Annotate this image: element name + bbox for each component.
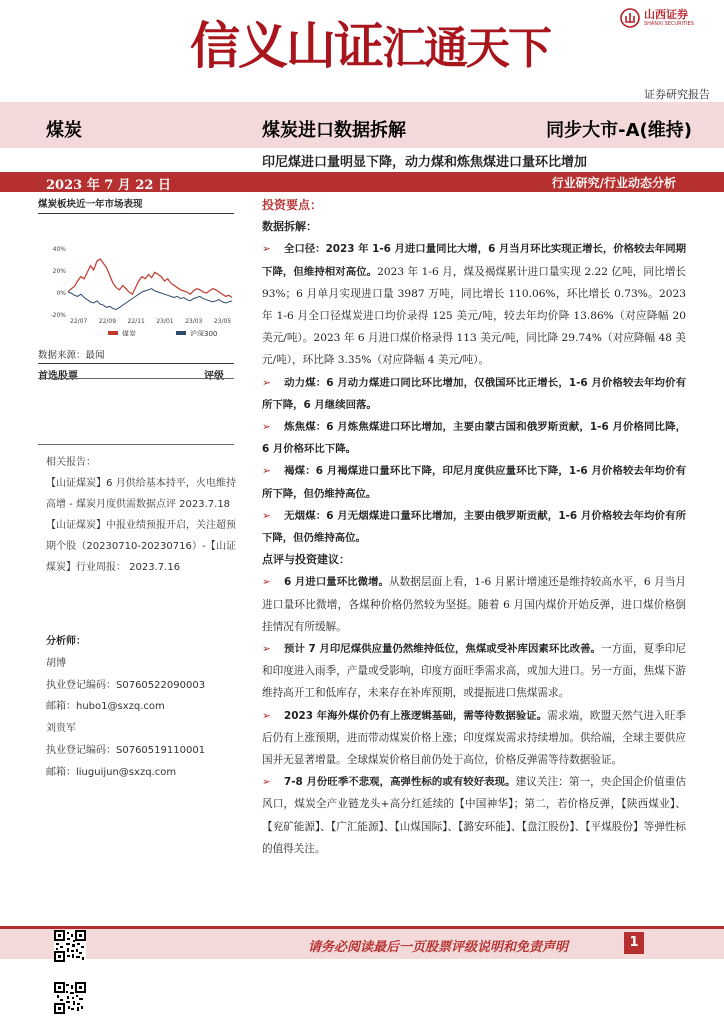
- bullet-icon: ➢: [262, 376, 271, 389]
- point-2: [262, 372, 686, 416]
- logo-en: SHANXI SECURITIES: [644, 21, 694, 27]
- disclaimer: 请务必阅读最后一页股票评级说明和免责声明: [308, 940, 569, 955]
- analyst-1-email[interactable]: 邮箱：hubo1@sxzq.com: [46, 701, 165, 713]
- analyst-2-email[interactable]: 邮箱：liuguijun@sxzq.com: [46, 766, 177, 778]
- review-2: [262, 638, 686, 705]
- point-3: [262, 416, 686, 460]
- bullet-icon: ➢: [262, 465, 271, 478]
- legend-label: 煤炭: [122, 330, 136, 336]
- stock-table-divider: [38, 378, 234, 379]
- stock-head-right: 评级: [204, 371, 224, 382]
- y-tick-label: -20%: [50, 312, 66, 319]
- point-1: [262, 238, 686, 371]
- related-report-2[interactable]: 【山证煤炭】中报业绩预报开启，关注超预期个股（20230710-20230716）-【山证煤炭】行业周报： 2023.7.16: [46, 520, 236, 573]
- point-1-text: 2023 年 1-6 月，煤及褐煤累计进口量实现 2.22 亿吨，同比增长 93%；6 月单月实现进口量 3987 万吨，同比增长 110.06%，环比增长 0.73%。2023 年 1-6 月全口径煤炭进口均价录得 125 美元/吨，较去年均价降 13.86%（对应降幅 20 美元/吨）。2023 年 6 月进口煤价格录得 113 美元/吨，同比降 29.74%（对应降幅 48 美元/吨），环比降 3.35%（对应降幅 4 美元/吨）。: [262, 265, 686, 367]
- series-line-coal: [68, 259, 232, 298]
- slogan-part2: 汇通天下: [382, 23, 550, 74]
- bullet-icon: ➢: [262, 776, 271, 789]
- industry-name: 煤炭: [46, 120, 82, 141]
- analysts-section: [46, 631, 236, 784]
- data-source: 数据来源：最闻: [38, 350, 105, 361]
- bullet-icon: ➢: [262, 243, 271, 256]
- slogan-banner: [190, 6, 550, 78]
- report-type: 证券研究报告: [644, 88, 710, 101]
- review-1-bold: 6 月进口量环比微增。: [284, 576, 389, 589]
- title-band: [0, 102, 724, 148]
- report-subtitle: 印尼煤进口量明显下降，动力煤和炼焦煤进口量环比增加: [262, 155, 588, 170]
- main-content: [262, 194, 686, 860]
- legend-swatch: [176, 331, 186, 335]
- review-1: [262, 571, 686, 638]
- qr-code-icon: [54, 982, 86, 1014]
- review-2-text: 一方面，夏季印尼和印度进入雨季，产量或受影响，印度方面旺季需求高，或加大进口。另一方面，焦煤下游维持高开工和低库存，未来存在补库预期，或提振进口焦煤需求。: [262, 643, 686, 700]
- point-5: [262, 505, 686, 549]
- x-tick-label: 22/11: [127, 318, 145, 325]
- point-3-bold: 炼焦煤：6 月炼焦煤进口环比增加，主要由蒙古国和俄罗斯贡献，1-6 月价格同比降，6 月价格环比下降。: [262, 421, 686, 456]
- legend-label: 沪深300: [190, 330, 218, 336]
- bullet-icon: ➢: [262, 709, 271, 722]
- analyst-1-license: 执业登记编码：S0760522090003: [46, 679, 206, 691]
- date-bar: [0, 172, 724, 192]
- x-tick-label: 23/05: [213, 318, 232, 325]
- report-topic: 煤炭进口数据拆解: [262, 120, 406, 141]
- review-4-text: 建议关注：第一，央企国企价值重估风口，煤炭全产业链龙头+高分红延续的【中国神华】；第二，若价格反弹，【陕西煤业】、【兖矿能源】、【广汇能源】、【山煤国际】、【潞安环能】、【盘江股份】、【平煤股份】等弹性标的值得关注。: [262, 776, 687, 855]
- y-tick-label: 40%: [52, 246, 66, 253]
- market-chart: [38, 218, 234, 336]
- related-reports: [46, 452, 236, 578]
- invest-title: 投资要点：: [262, 198, 323, 212]
- analyst-2-name: 刘贵军: [46, 723, 76, 735]
- page-number: 1: [624, 932, 644, 954]
- x-tick-label: 22/07: [70, 318, 88, 325]
- bullet-icon: ➢: [262, 421, 271, 434]
- review-4: [262, 771, 686, 860]
- qr-code-icon: [54, 930, 86, 962]
- x-tick-label: 23/03: [185, 318, 203, 325]
- review-3-text: 需求端，欧盟天然气进入旺季后仍有上涨预期，进而带动煤炭价格上涨；印度煤炭需求持续增加。供给端，全球主要供应国并无显著增量。全球煤炭价格目前仍处于高位，价格反弹需等待数据验证。: [262, 709, 686, 767]
- point-1-bold: 全口径：2023 年 1-6 月进口量同比大增，6 月当月环比实现正增长，价格较去年同期下降，但维持相对高位。: [262, 243, 686, 278]
- bullet-icon: ➢: [262, 643, 271, 656]
- stock-table-bottom: [38, 444, 234, 445]
- stock-head-left: 首选股票: [38, 371, 78, 382]
- bullet-icon: ➢: [262, 576, 271, 589]
- y-tick-label: 0%: [56, 290, 66, 297]
- related-title: 相关报告：: [46, 457, 96, 468]
- logo-cn: 山西证券: [644, 8, 688, 21]
- report-category: 行业研究/行业动态分析: [551, 176, 676, 190]
- review-2-bold: 预计 7 月印尼煤供应量仍然维持低位，焦煤或受补库因素环比改善。: [284, 643, 601, 656]
- point-4-bold: 褐煤：6 月褐煤进口量环比下降，印尼月度供应量环比下降，1-6 月价格较去年均价有所下降，但仍维持高位。: [262, 465, 686, 500]
- review-title: 点评与投资建议：: [262, 553, 350, 567]
- point-5-bold: 无烟煤：6 月无烟煤进口量环比增加，主要由俄罗斯贡献，1-6 月价格较去年均价有所下降，但仍维持高位。: [262, 509, 686, 545]
- x-tick-label: 23/01: [156, 318, 174, 325]
- company-logo: [620, 8, 694, 28]
- left-column: [38, 196, 234, 336]
- analyst-title: 分析师：: [46, 636, 86, 647]
- chart-svg: [38, 218, 234, 336]
- point-2-bold: 动力煤：6 月动力煤进口同比环比增加，仅俄国环比正增长，1-6 月价格较去年均价有所下降，6 月继续回落。: [262, 376, 686, 411]
- point-4: [262, 460, 686, 504]
- bullet-icon: ➢: [262, 509, 271, 522]
- rating: 同步大市-A(维持): [546, 120, 692, 141]
- analyst-2-license: 执业登记编码：S0760519110001: [46, 744, 206, 756]
- x-tick-label: 22/09: [98, 318, 117, 325]
- review-3-bold: 2023 年海外煤价仍有上涨逻辑基础，需等待数据验证。: [284, 709, 548, 722]
- review-3: [262, 705, 686, 772]
- stock-table-header: [38, 363, 234, 382]
- report-date: 2023 年 7 月 22 日: [46, 178, 171, 193]
- breakdown-title: 数据拆解：: [262, 220, 317, 234]
- logo-icon: [620, 8, 640, 28]
- review-1-text: 从数据层面上看，1-6 月累计增速还是维持较高水平，6 月当月进口量环比微增，各煤种价格仍然较为坚挺。随着 6 月国内煤价开始反弹，进口煤价格倒挂情况有所缓解。: [262, 576, 686, 633]
- legend-swatch: [108, 331, 118, 335]
- slogan-part1: 信义山证: [190, 16, 382, 75]
- chart-title: 煤炭板块近一年市场表现: [38, 196, 234, 214]
- analyst-1-name: 胡博: [46, 657, 66, 669]
- related-report-1[interactable]: 【山证煤炭】6 月供给基本持平，火电维持高增 - 煤炭月度供需数据点评 2023.7.18: [46, 478, 236, 510]
- review-4-bold: 7-8 月份旺季不悲观，高弹性标的或有较好表现。: [284, 776, 516, 789]
- y-tick-label: 20%: [52, 268, 66, 275]
